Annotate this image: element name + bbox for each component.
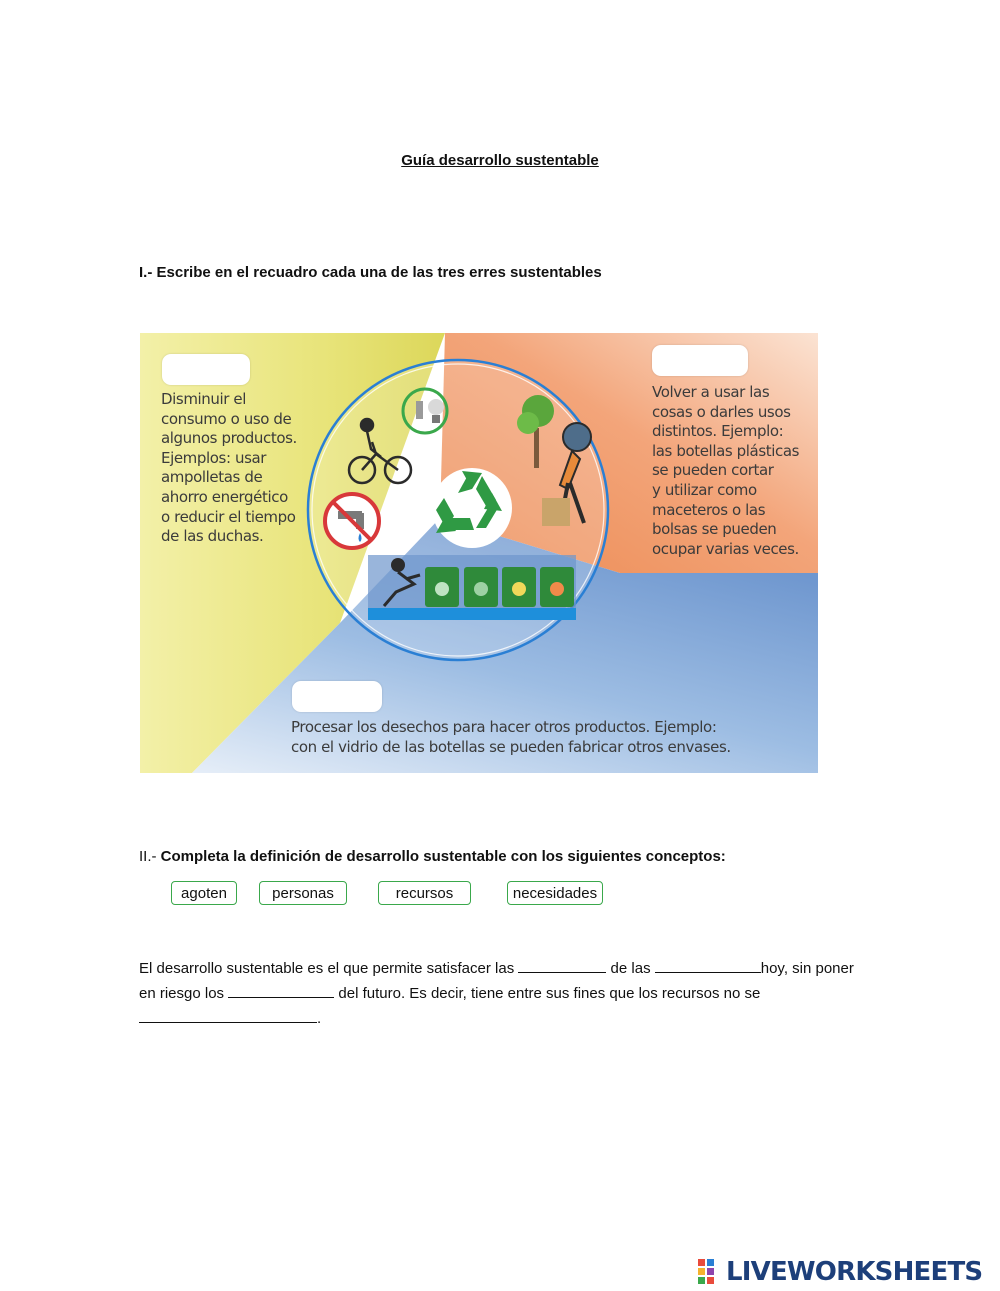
- section-2-text: Completa la definición de desarrollo sustentable con los siguientes conceptos:: [160, 848, 726, 865]
- liveworksheets-logo-icon: [698, 1259, 722, 1285]
- recycle-description: Procesar los desechos para hacer otros productos. Ejemplo: con el vidrio de las botellas se pueden fabricar otros envases.: [291, 718, 731, 756]
- section-1-text: Escribe en el recuadro cada una de las tres erres sustentables: [156, 264, 602, 281]
- section-2-heading: [139, 848, 726, 865]
- brand-name: LIVEWORKSHEETS: [726, 1257, 983, 1287]
- shopping-bag-icon: [542, 498, 570, 526]
- reduce-answer-box[interactable]: [162, 354, 250, 385]
- page-title: Guía desarrollo sustentable: [401, 152, 599, 169]
- no-running-water-icon: [325, 494, 379, 548]
- section-2-numeral: II.-: [139, 848, 157, 865]
- blank-2[interactable]: [655, 958, 761, 973]
- section-1-heading: [139, 264, 602, 281]
- blank-4[interactable]: [139, 1008, 317, 1023]
- concept-chip[interactable]: personas: [259, 881, 347, 905]
- blank-3[interactable]: [228, 983, 334, 998]
- section-1-numeral: I.-: [139, 264, 153, 281]
- recycle-answer-box[interactable]: [292, 681, 382, 712]
- liveworksheets-brand: [698, 1258, 982, 1286]
- definition-paragraph: El desarrollo sustentable es el que permite satisfacer las de las hoy, sin poner en riesgo los del futuro. Es decir, tiene entre sus fines que los recursos no se .: [139, 960, 854, 1027]
- concept-chip[interactable]: recursos: [378, 881, 471, 905]
- recycling-bins-icon: [368, 555, 576, 620]
- concept-chip[interactable]: necesidades: [507, 881, 603, 905]
- reuse-description: Volver a usar las cosas o darles usos distintos. Ejemplo: las botellas plásticas se pueden cortar y utilizar como maceteros o las bolsas se pueden ocupar varias veces.: [652, 383, 800, 558]
- reuse-answer-box[interactable]: [652, 345, 748, 376]
- concept-chip[interactable]: agoten: [171, 881, 237, 905]
- blank-1[interactable]: [518, 958, 606, 973]
- reduce-description: Disminuir el consumo o uso de algunos productos. Ejemplos: usar ampolletas de ahorro energético o reducir el tiempo de las duchas.: [161, 390, 297, 546]
- three-rs-figure: [140, 333, 818, 773]
